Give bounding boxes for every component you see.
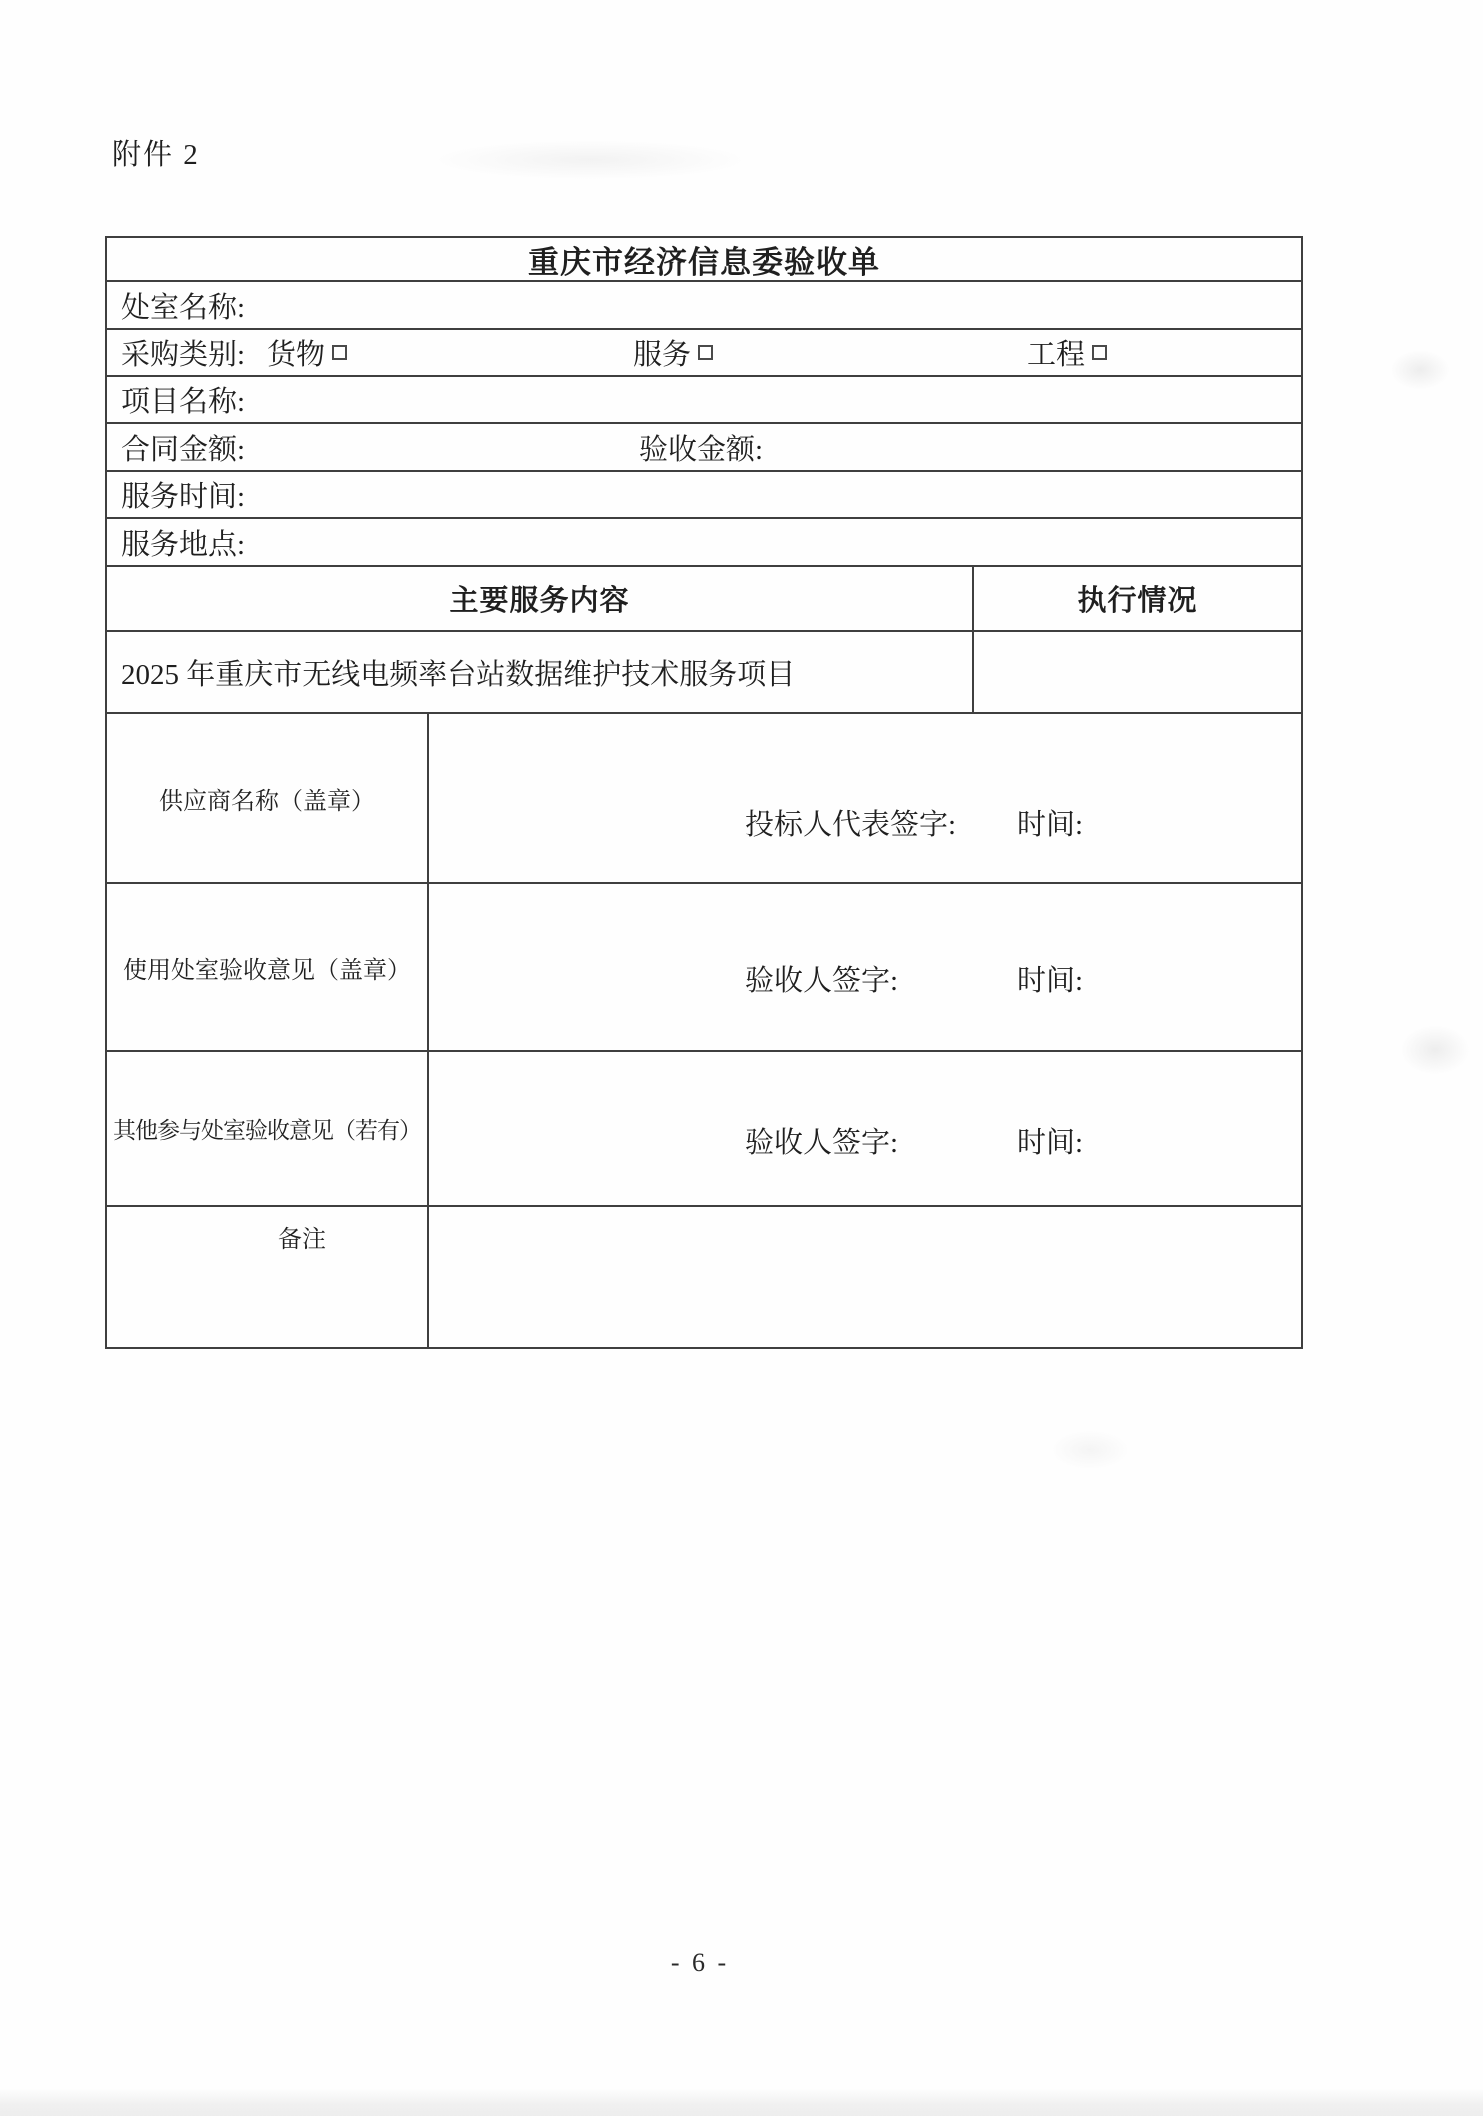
scan-bottom-shadow [0, 2088, 1483, 2116]
contract-amount-label: 合同金额: [121, 433, 246, 466]
section-supplier [107, 714, 1301, 884]
remarks-body-cell [429, 1207, 1301, 1347]
attachment-label: 附件 2 [112, 139, 200, 171]
using-department-body-cell [429, 884, 1301, 1050]
remarks-label: 备注 [278, 1227, 326, 1253]
engineering-label: 工程 [1027, 339, 1086, 371]
service-place-label: 服务地点: [121, 528, 246, 561]
scan-smudge [1390, 350, 1450, 390]
row-service-place [107, 519, 1301, 567]
supplier-body-cell [429, 714, 1301, 882]
service-content-text: 2025 年重庆市无线电频率台站数据维护技术服务项目 [121, 658, 796, 691]
section-other-departments [107, 1052, 1301, 1207]
other-departments-body-cell [429, 1052, 1301, 1205]
goods-label: 货物 [267, 339, 326, 371]
time-label: 时间: [1017, 1127, 1084, 1159]
supplier-label: 供应商名称（盖章） [159, 788, 375, 815]
service-content-header: 主要服务内容 [449, 585, 630, 617]
remarks-label-cell [107, 1207, 429, 1347]
acceptance-form-table [105, 236, 1303, 1349]
service-content-header-cell [107, 567, 974, 630]
bidder-signature-label: 投标人代表签字: [745, 809, 957, 841]
category-option-goods [267, 330, 347, 375]
section-remarks [107, 1207, 1301, 1347]
form-title-row [107, 238, 1301, 282]
project-label: 项目名称: [121, 386, 246, 418]
row-service-header [107, 567, 1301, 632]
other-departments-label-cell [107, 1052, 429, 1205]
bidder-signature-line [745, 802, 1084, 843]
acceptance-amount-label: 验收金额: [639, 433, 764, 466]
scan-smudge [1050, 1430, 1130, 1470]
scan-smudge [430, 140, 750, 180]
execution-status-cell [974, 632, 1301, 712]
category-option-engineering [1027, 330, 1107, 375]
form-title: 重庆市经济信息委验收单 [528, 244, 880, 280]
scan-smudge [1400, 1025, 1470, 1075]
using-department-label: 使用处室验收意见（盖章） [123, 957, 411, 984]
acceptor-signature-label: 验收人签字: [745, 965, 899, 997]
execution-status-header-cell [974, 567, 1301, 630]
category-label: 采购类别: [121, 339, 246, 371]
row-amounts [107, 424, 1301, 472]
using-department-label-cell [107, 884, 429, 1050]
row-service-time [107, 472, 1301, 519]
row-project [107, 377, 1301, 424]
execution-status-header: 执行情况 [1077, 585, 1198, 617]
acceptor-signature-line [745, 958, 1084, 999]
category-option-service [633, 330, 713, 375]
row-department [107, 282, 1301, 330]
time-label: 时间: [1017, 965, 1084, 997]
page-number: - 6 - [670, 1948, 730, 1977]
acceptor-signature-label: 验收人签字: [745, 1127, 899, 1159]
service-time-label: 服务时间: [121, 481, 246, 513]
department-label: 处室名称: [121, 291, 246, 324]
goods-checkbox[interactable] [332, 345, 347, 360]
service-label: 服务 [633, 339, 692, 371]
other-departments-label: 其他参与处室验收意见（若有） [113, 1118, 421, 1143]
supplier-label-cell [107, 714, 429, 882]
section-using-department [107, 884, 1301, 1052]
time-label: 时间: [1017, 809, 1084, 841]
engineering-checkbox[interactable] [1092, 345, 1107, 360]
acceptor-signature-line [745, 1120, 1084, 1161]
row-service-content [107, 632, 1301, 714]
service-checkbox[interactable] [698, 345, 713, 360]
row-category [107, 330, 1301, 377]
service-content-cell [107, 632, 974, 712]
